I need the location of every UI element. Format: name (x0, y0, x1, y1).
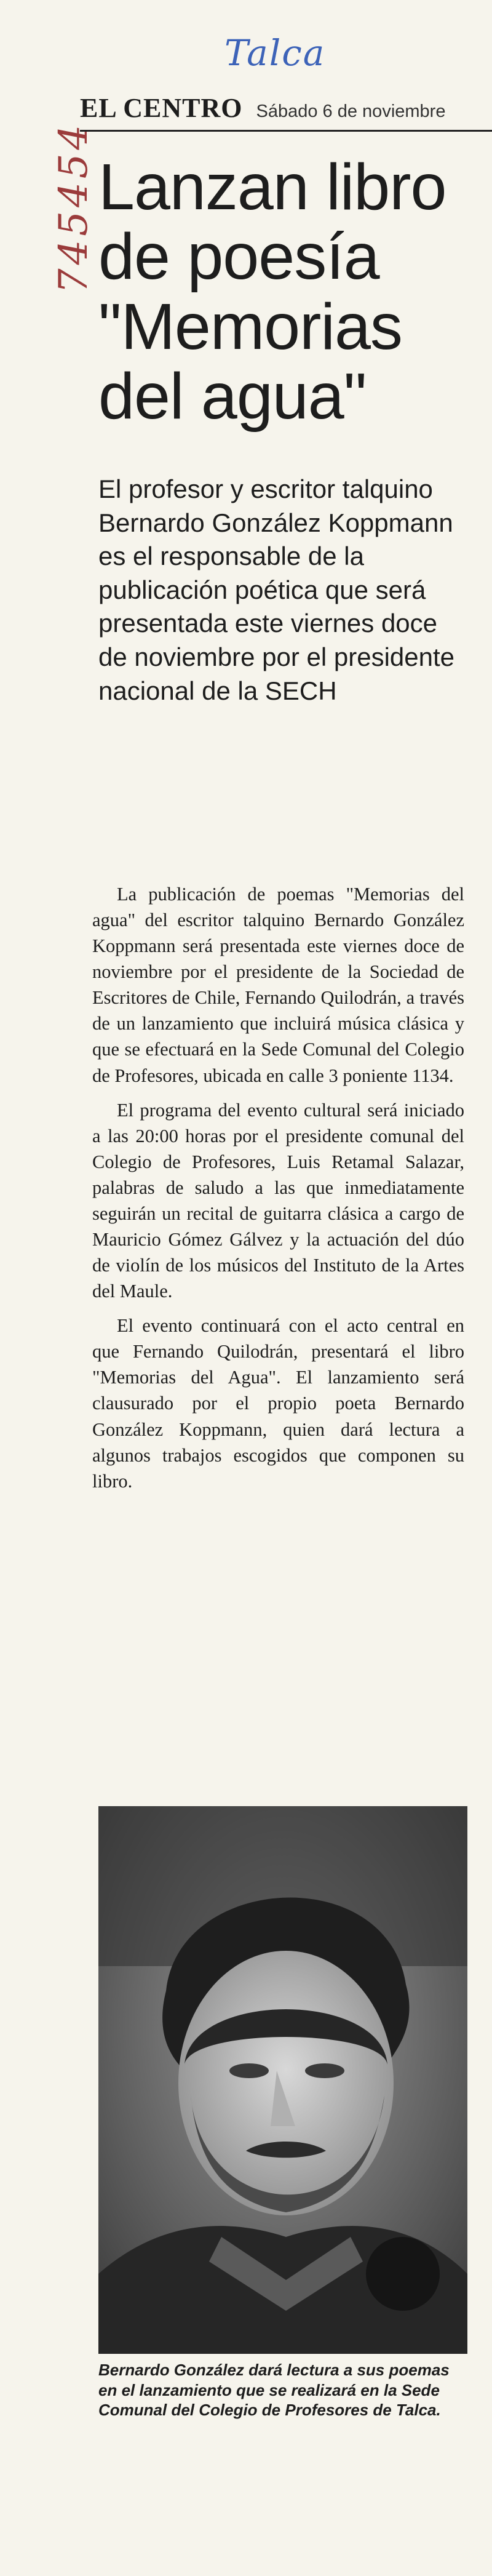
article-subheadline: El profesor y escritor talquino Bernardo González Koppmann es el responsable de la publicación poética que será presentada este viernes doce de noviembre por el presidente nacional de la SECH (98, 474, 455, 705)
newspaper-name: EL CENTRO (80, 93, 243, 123)
author-photo (98, 1806, 467, 2354)
article-body (92, 881, 464, 1503)
body-paragraph: La publicación de poemas "Memorias del agua" del escritor talquino Bernardo González Koppmann será presentada este viernes doce de noviembre por el presidente de la Sociedad de Escritores de Chile, Fernando Quilodrán, a través de un lanzamiento que incluirá música clásica y que se efectuará en la Sede Comunal del Colegio de Profesores, ubicada en calle 3 poniente 1134. (92, 884, 464, 1086)
photo-caption: Bernardo González dará lectura a sus poemas en el lanzamiento que se realizará en la Sede Comunal del Colegio de Profesores de Talca. (98, 2361, 450, 2419)
body-paragraph: El evento continuará con el acto central en que Fernando Quilodrán, presentará el libro "Memorias del Agua". El lanzamiento será clausurado por el propio poeta Bernardo González Koppmann, quien dará lectura a algunos trabajos escogidos que componen su libro. (92, 1315, 464, 1492)
handwritten-city-note: Talca (224, 32, 326, 74)
article-headline: Lanzan libro de poesía "Memorias del agua" (98, 151, 446, 433)
body-paragraph: El programa del evento cultural será iniciado a las 20:00 horas por el presidente comunal del Colegio de Profesores, Luis Retamal Salazar, palabras de saludo a las que inmediatamente seguirán un recital de guitarra clásica a cargo de Mauricio Gómez Gálvez y la actuación del dúo de violín de los músicos del Instituto de la Artes del Maule. (92, 1099, 464, 1302)
handwritten-archive-number: 745454 (51, 121, 97, 294)
publication-date: Sábado 6 de noviembre (256, 102, 446, 121)
masthead (80, 92, 492, 132)
